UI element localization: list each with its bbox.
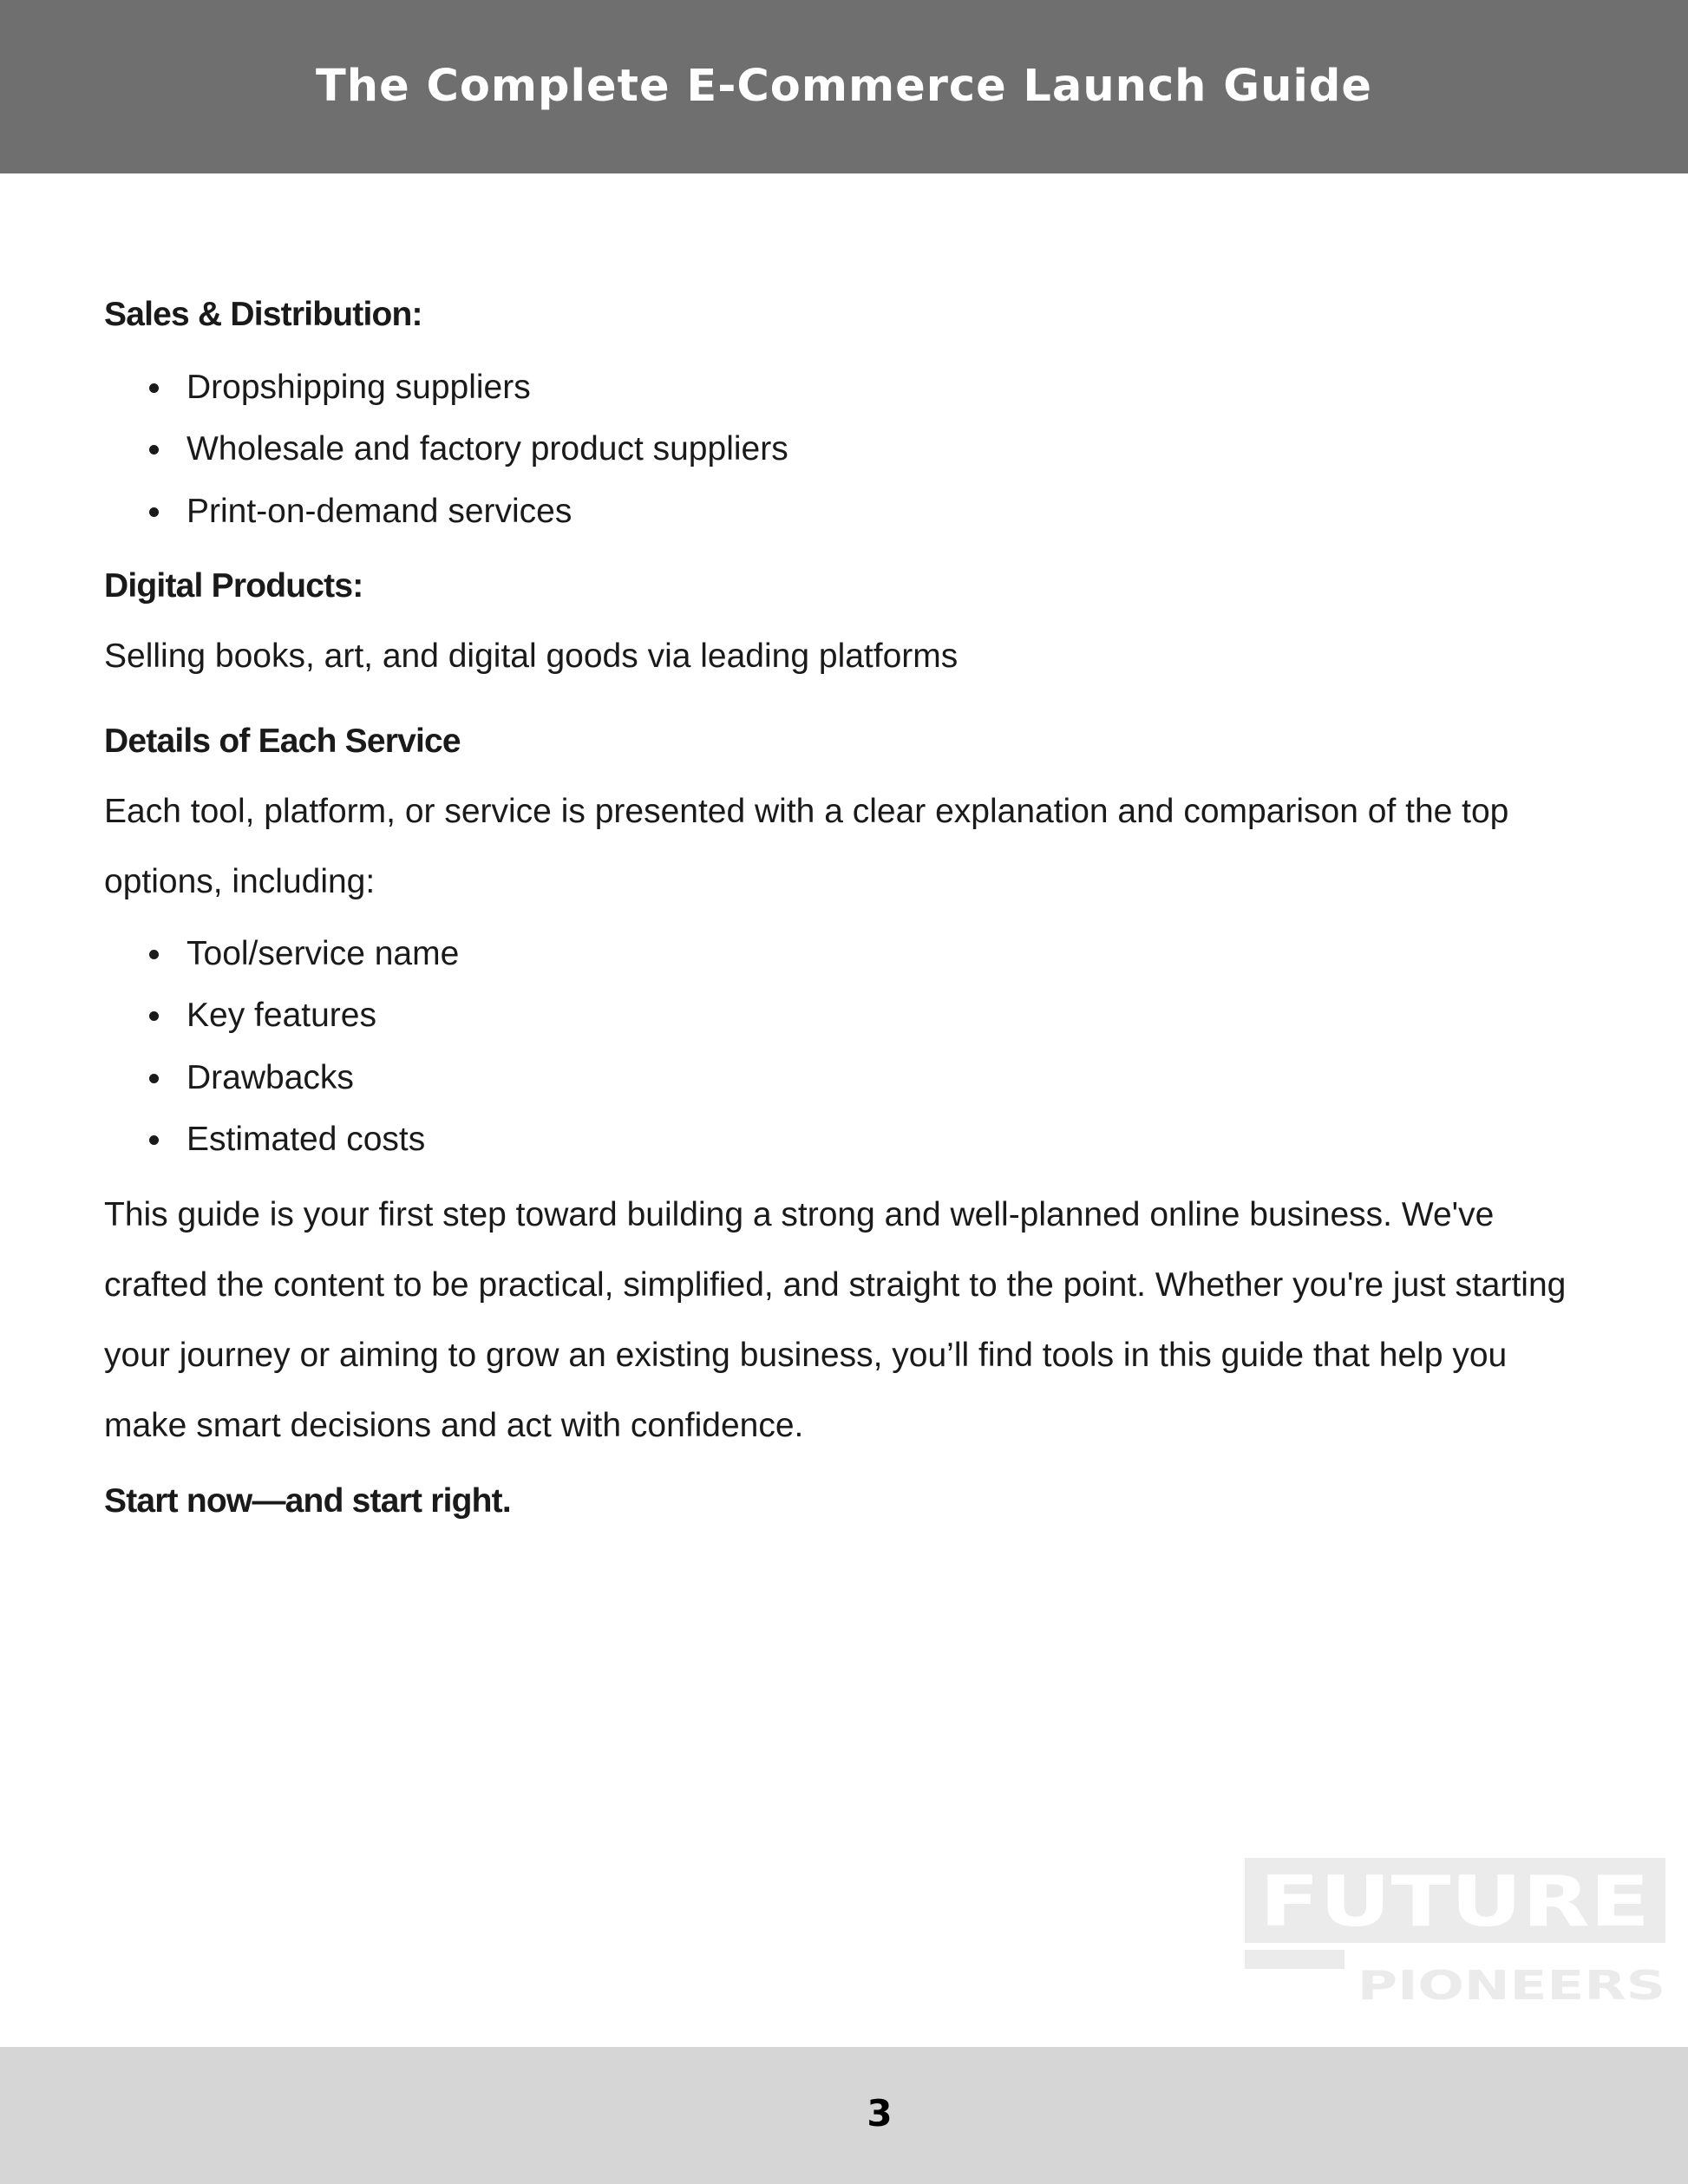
closing-paragraph: This guide is your first step toward building a strong and well-planned online business. We've crafted the content to be practical, simplified, and straight to the point. Whether you're just starting your journey or aiming to grow an existing business, you’ll find tools in this guide that help you make smart decisions and act with confidence. <box>104 1195 1567 1444</box>
list-item: Tool/service name <box>104 923 1579 985</box>
page-content <box>104 295 1579 1522</box>
bullet-icon <box>149 1135 159 1145</box>
bullet-icon <box>149 1011 159 1021</box>
bullet-icon <box>149 507 159 517</box>
list-item: Print-on-demand services <box>104 481 1579 543</box>
digital-products-text: Selling books, art, and digital goods via leading platforms <box>104 638 958 676</box>
section-heading-details: Details of Each Service <box>104 723 461 761</box>
bullet-icon <box>149 445 159 454</box>
details-intro-text: Each tool, platform, or service is presented with a clear explanation and comparison of the top options, including: <box>104 792 1509 900</box>
bullet-icon <box>149 950 159 959</box>
list-item: Drawbacks <box>104 1047 1579 1109</box>
page-footer <box>0 2047 1688 2184</box>
list-item: Key features <box>104 984 1579 1047</box>
list-item: Dropshipping suppliers <box>104 356 1579 419</box>
bullet-icon <box>149 1074 159 1083</box>
bullet-icon <box>149 383 159 393</box>
future-pioneers-logo <box>1245 1858 1665 2005</box>
list-item: Estimated costs <box>104 1108 1579 1171</box>
svg-text:FUTURE: FUTURE <box>1259 1861 1650 1942</box>
list-item: Wholesale and factory product suppliers <box>104 418 1579 481</box>
page-number: 3 <box>867 2092 893 2135</box>
svg-text:PIONEERS: PIONEERS <box>1358 1962 1665 2005</box>
sales-list <box>104 356 1579 543</box>
page-header <box>0 0 1688 173</box>
details-list <box>104 923 1579 1171</box>
section-heading-sales: Sales & Distribution: <box>104 296 422 333</box>
document-title: The Complete E-Commerce Launch Guide <box>316 60 1372 112</box>
closing-cta: Start now—and start right. <box>104 1481 511 1520</box>
section-heading-digital: Digital Products: <box>104 567 363 605</box>
